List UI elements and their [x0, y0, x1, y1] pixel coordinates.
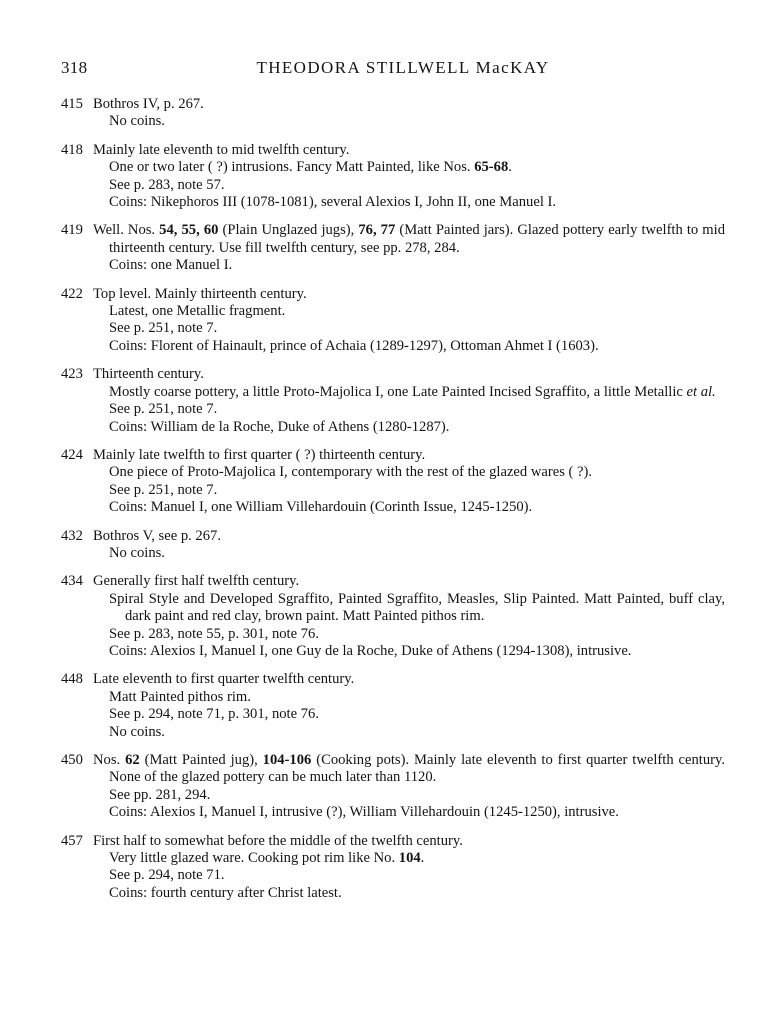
- entry-line: One or two later ( ?) intrusions. Fancy Matt Painted, like Nos. 65-68.: [109, 159, 512, 176]
- entry-title: Late eleventh to first quarter twelfth century.: [93, 671, 355, 688]
- entry-number: 419: [61, 222, 83, 239]
- entry-457: [0, 833, 784, 903]
- entry-number: 422: [61, 285, 83, 302]
- entry-title: Nos. 62 (Matt Painted jug), 104-106 (Cooking pots). Mainly late eleventh to first quarter twelfth century. None of the glazed pottery can be much later than 1120.: [93, 752, 726, 786]
- entry-line: See pp. 281, 294.: [109, 786, 211, 803]
- running-title: THEODORA STILLWELL MacKAY: [256, 58, 550, 77]
- entry-422: [0, 286, 784, 356]
- entry-coins: No coins.: [109, 723, 165, 740]
- entry-line: See p. 294, note 71, p. 301, note 76.: [109, 706, 319, 723]
- entry-number: 423: [61, 366, 83, 383]
- entry-line: See p. 283, note 55, p. 301, note 76.: [109, 625, 319, 642]
- entry-title: Mainly late twelfth to first quarter ( ?) thirteenth century.: [93, 446, 426, 463]
- entry-415: [0, 96, 784, 131]
- entry-coins: Coins: Nikephoros III (1078-1081), several Alexios I, John II, one Manuel I.: [109, 194, 557, 211]
- entry-number: 448: [61, 671, 83, 688]
- entry-coins: Coins: Florent of Hainault, prince of Achaia (1289-1297), Ottoman Ahmet I (1603).: [109, 337, 599, 354]
- entry-title: Bothros IV, p. 267.: [93, 96, 204, 112]
- entry-number: 450: [61, 752, 83, 768]
- entry-450: [0, 752, 784, 822]
- entry-number: 415: [61, 96, 83, 112]
- entry-line: See p. 251, note 7.: [109, 320, 218, 337]
- entry-number: 432: [61, 527, 83, 544]
- entry-title: Bothros V, see p. 267.: [93, 527, 221, 544]
- page-number: 318: [61, 58, 88, 77]
- entry-line: Very little glazed ware. Cooking pot rim like No. 104.: [109, 850, 425, 867]
- entry-line: See p. 251, note 7.: [109, 401, 218, 418]
- entry-line: Latest, one Metallic fragment.: [109, 303, 286, 320]
- entry-number: 424: [61, 446, 83, 463]
- entry-line: See p. 251, note 7.: [109, 481, 218, 498]
- entry-line: Matt Painted pithos rim.: [109, 688, 251, 705]
- entry-number: 457: [61, 832, 83, 849]
- entry-title: Generally first half twelfth century.: [93, 573, 300, 590]
- entry-coins: Coins: one Manuel I.: [109, 257, 233, 274]
- entry-424: [0, 447, 784, 517]
- entry-coins: No coins.: [109, 544, 165, 561]
- entry-title: First half to somewhat before the middle of the twelfth century.: [93, 832, 463, 849]
- entry-418: [0, 142, 784, 212]
- entry-423: [0, 366, 784, 436]
- entry-line: Spiral Style and Developed Sgraffito, Painted Sgraffito, Measles, Slip Painted. Matt Painted, buff clay, dark paint and red clay, brown paint. Matt Painted pithos rim.: [109, 590, 725, 625]
- entry-line: See p. 294, note 71.: [109, 867, 225, 884]
- entry-line: Mostly coarse pottery, a little Proto-Majolica I, one Late Painted Incised Sgraffito, a little Metallic et al.: [109, 383, 716, 400]
- entry-coins: Coins: fourth century after Christ latest.: [109, 884, 342, 901]
- entry-432: [0, 528, 784, 563]
- entry-448: [0, 671, 784, 741]
- entry-419: [0, 222, 784, 274]
- entry-line: One piece of Proto-Majolica I, contemporary with the rest of the glazed wares ( ?).: [109, 464, 593, 481]
- entry-list: [0, 96, 784, 913]
- entry-coins: Coins: Manuel I, one William Villehardouin (Corinth Issue, 1245-1250).: [109, 499, 533, 516]
- entry-line: No coins.: [109, 113, 165, 130]
- entry-title: Well. Nos. 54, 55, 60 (Plain Unglazed jugs), 76, 77 (Matt Painted jars). Glazed pottery early twelfth to mid thirteenth century. Use fill twelfth century, see pp. 278, 284.: [93, 222, 725, 256]
- entry-434: [0, 573, 784, 660]
- entry-number: 434: [61, 573, 83, 590]
- entry-title: Thirteenth century.: [93, 366, 204, 383]
- entry-number: 418: [61, 141, 83, 158]
- entry-title: Top level. Mainly thirteenth century.: [93, 285, 307, 302]
- entry-title: Mainly late eleventh to mid twelfth century.: [93, 141, 350, 158]
- entry-coins: Coins: William de la Roche, Duke of Athens (1280-1287).: [109, 418, 450, 435]
- entry-line: See p. 283, note 57.: [109, 176, 225, 193]
- entry-coins: Coins: Alexios I, Manuel I, intrusive (?), William Villehardouin (1245-1250), intrusive.: [109, 804, 619, 821]
- entry-coins: Coins: Alexios I, Manuel I, one Guy de la Roche, Duke of Athens (1294-1308), intrusive.: [109, 642, 632, 659]
